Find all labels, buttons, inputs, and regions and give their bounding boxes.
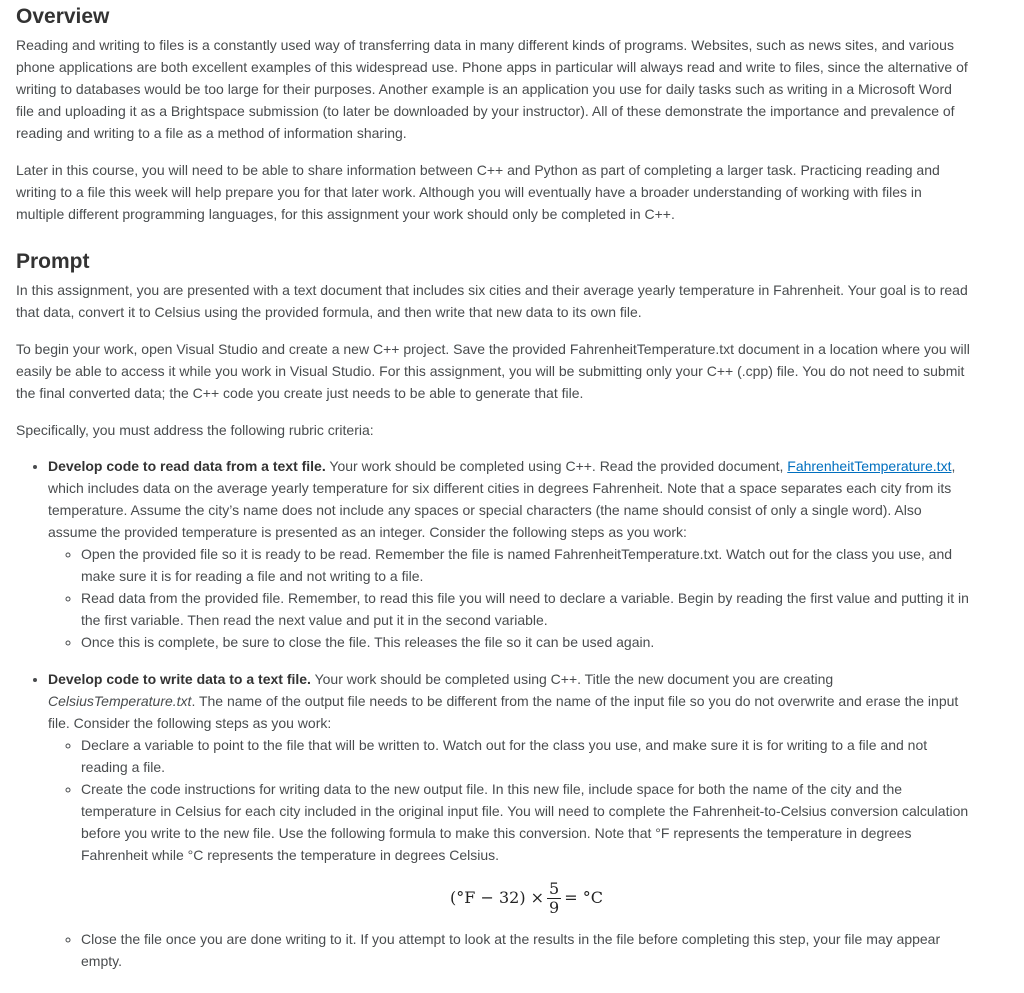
fahrenheit-file-link[interactable]: FahrenheitTemperature.txt [787,458,952,474]
formula-denominator: 9 [549,897,560,917]
criterion-read-title: Develop code to read data from a text file. [48,458,326,474]
formula-numerator: 5 [549,878,560,898]
formula-left: (°F − 32) × [450,888,545,907]
rubric-intro: Specifically, you must address the following rubric criteria: [16,422,374,438]
read-step-read: ◦ Read data from the provided file. Remember, to read this file you will need to declare a variable. Begin by reading the first value and putting it in the first variable. Then read the next value and put it in the second variable. [81,587,972,631]
rubric-criteria-list [16,455,972,972]
overview-paragraph-2: Later in this course, you will need to be able to share information between C++ and Python as part of completing a larger task. Practicing reading and writing to a file this week will help prepare you for that later work. Although you will eventually have a broader understanding of working with files in multiple different programming languages, for this assignment your work should only be completed in C++. [16,162,940,222]
read-step-close: ◦ Once this is complete, be sure to close the file. This releases the file so it can be used again. [81,631,972,653]
write-step-close: ◦ Close the file once you are done writing to it. If you attempt to look at the results in the file before completing this step, your file may appear empty. [81,928,972,972]
prompt-paragraph-1: In this assignment, you are presented with a text document that includes six cities and their average yearly temperature in Fahrenheit. Your goal is to read that data, convert it to Celsius using the provided formula, and then write that new data to its own file. [16,282,968,320]
criterion-write-data [48,668,972,972]
criterion-read-text-a: Your work should be completed using C++. Read the provided document, [325,458,788,474]
write-step-create [81,778,972,922]
overview-paragraph-1: Reading and writing to files is a constantly used way of transferring data in many different kinds of programs. Websites, such as news sites, and various phone applications are both excellent examples of this widespread use. Phone apps in particular will always read and write to files, since the alternative of writing to databases would be too large for their purposes. Another example is an application you use for daily tasks such as writing in a Microsoft Word file and uploading it as a Brightspace submission (to later be downloaded by your instructor). All of these demonstrate the importance and prevalence of reading and writing to a file as a method of information sharing. [16,37,968,141]
criterion-read-data [48,455,972,653]
criterion-write-text-a: Your work should be completed using C++. Title the new document you are creating [310,671,834,687]
overview-heading: Overview [16,5,110,28]
write-step-create-text: Create the code instructions for writing data to the new output file. In this new file, include space for both the name of the city and the temperature in Celsius for each city included in the original input file. You will need to complete the Fahrenheit-to-Celsius conversion calculation before you write to the new file. Use the following formula to make this conversion. Note that °F represents the temperature in degrees Fahrenheit while °C represents the temperature in degrees Celsius. [81,781,969,863]
prompt-paragraph-2: To begin your work, open Visual Studio and create a new C++ project. Save the provided FahrenheitTemperature.txt document in a location where you will easily be able to access it while you work in Visual Studio. For this assignment, you will be submitting only your C++ (.cpp) file. You do not need to submit the final converted data; the C++ code you create just needs to be able to generate that file. [16,341,970,401]
criterion-write-title: Develop code to write data to a text file. [48,671,311,687]
prompt-heading: Prompt [16,250,90,273]
read-steps-list [48,543,972,653]
criterion-read-text-b: , which includes data on the average yearly temperature for six different cities in degrees Fahrenheit. Note that a space separates each city from its temperature. Assume the city’s name does not include any spaces or special characters (the name should consist of only a single word). Also assume the provided temperature is presented as an integer. Consider the following steps as you work: [48,458,956,540]
read-step-open: ◦ Open the provided file so it is ready to be read. Remember the file is named FahrenheitTemperature.txt. Watch out for the class you use, and make sure it is for reading a file and not writing to a file. [81,543,972,587]
celsius-file-name: CelsiusTemperature.txt [48,693,192,709]
formula-right: = °C [564,888,603,907]
criterion-write-text-b: . The name of the output file needs to be different from the name of the input file so you do not overwrite and erase the input file. Consider the following steps as you work: [48,693,959,731]
write-step-declare: ◦ Declare a variable to point to the file that will be written to. Watch out for the class you use, and make sure it is for writing to a file and not reading a file. [81,734,972,778]
formula-fraction [547,880,561,917]
conversion-formula [81,874,972,922]
write-steps-list [48,734,972,972]
